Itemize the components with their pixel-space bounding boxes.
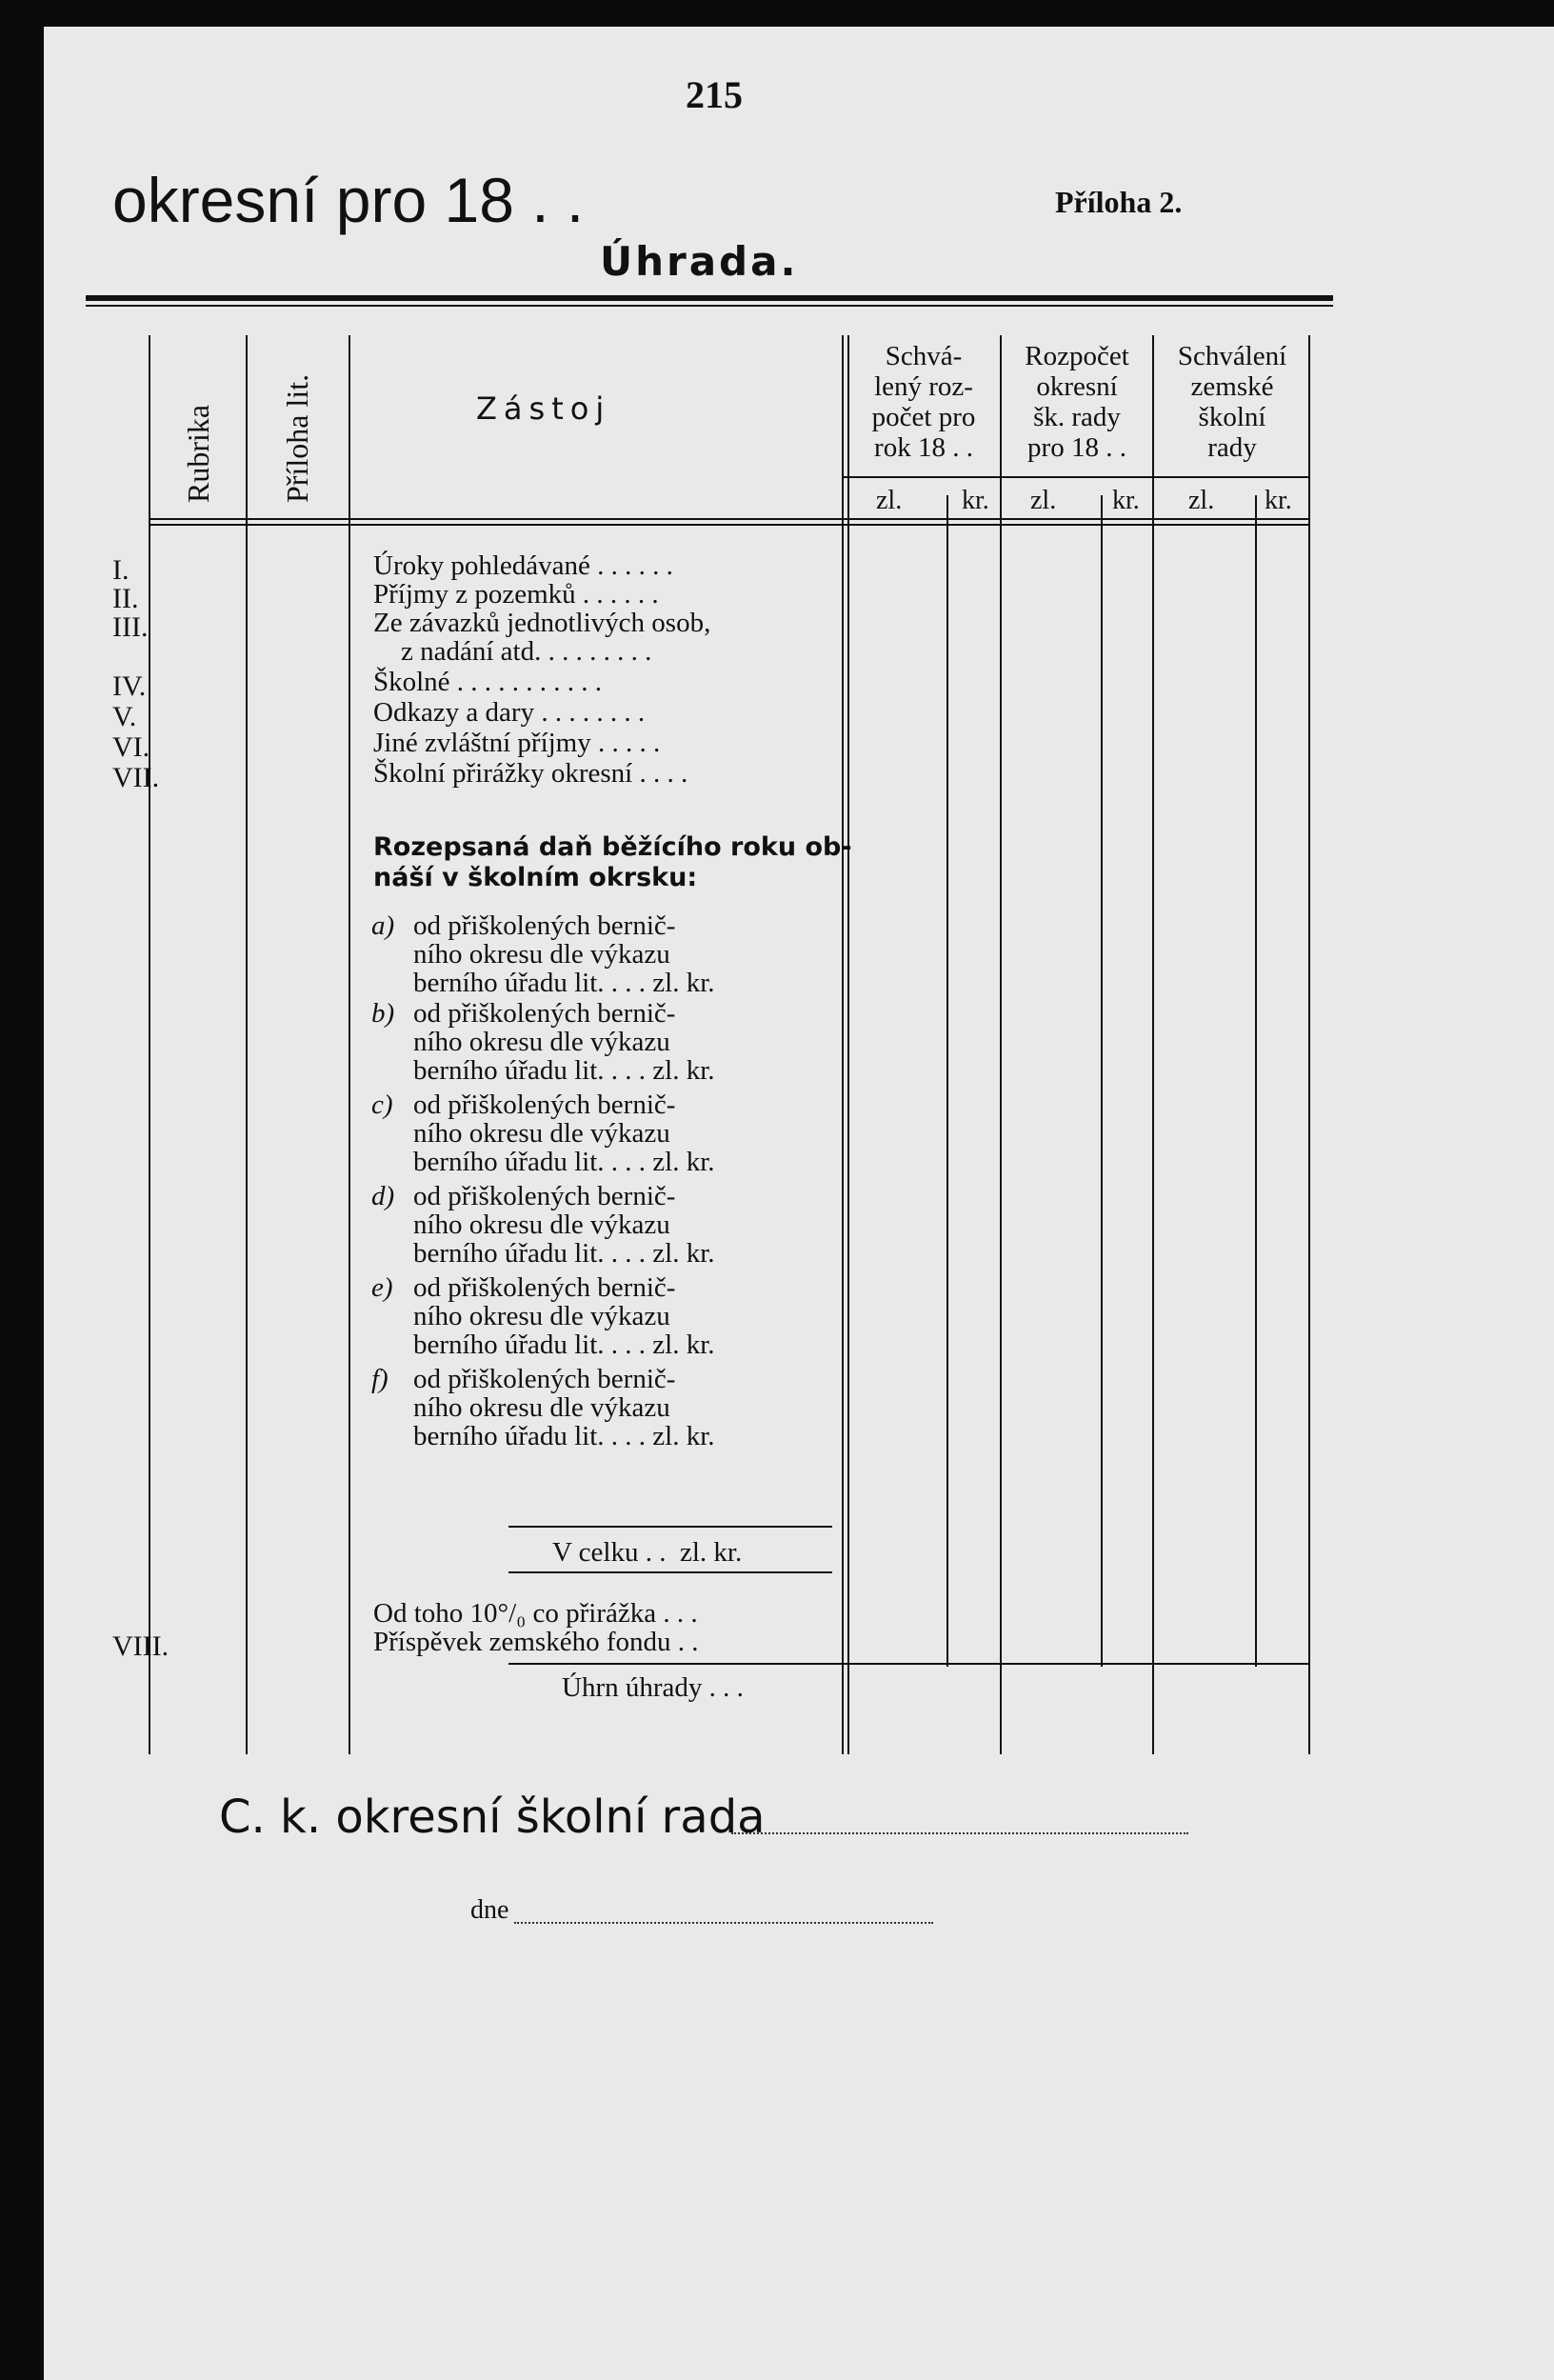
document-page: [44, 27, 1554, 2380]
col-line: [842, 335, 844, 1754]
signature-line: [731, 1832, 1188, 1834]
tax-item-line: od přiškolených bernič-: [413, 1364, 676, 1394]
tax-item-line: od přiškolených bernič-: [413, 910, 676, 941]
row-text: Ze závazků jednotlivých osob,: [373, 608, 711, 638]
tax-item-label: a): [371, 910, 395, 941]
tax-item-line: od přiškolených bernič-: [413, 1272, 676, 1303]
row-text: Příjmy z pozemků . . . . . .: [373, 579, 659, 610]
row-number: VI.: [112, 731, 150, 763]
header-kr: kr.: [1112, 486, 1140, 515]
od-toho: Od toho 10°/₀ co přirážka . . .: [373, 1598, 698, 1629]
header-kr: kr.: [962, 486, 989, 515]
tax-item-label: e): [371, 1272, 393, 1303]
header-schvaleny: Schvá- lený roz- počet pro rok 18 . .: [871, 341, 976, 463]
header-title-left: okresní pro 18 . .: [112, 165, 585, 235]
header-divider: [842, 476, 1310, 478]
tax-item-line: berního úřadu lit. . . . zl. kr.: [413, 1421, 715, 1451]
v-celku: V celku . . zl. kr.: [552, 1537, 743, 1568]
col-line: [246, 335, 248, 1754]
footer-date-label: dne: [470, 1895, 509, 1925]
tax-item-line: od přiškolených bernič-: [413, 1181, 676, 1211]
col-line: [1308, 335, 1310, 1754]
header-bottom-line: [149, 518, 1310, 520]
row-number: II.: [112, 583, 139, 614]
row-text: Odkazy a dary . . . . . . . .: [373, 697, 646, 728]
col-line: [1101, 495, 1103, 1667]
header-rozpocet: Rozpočet okresní šk. rady pro 18 . .: [1025, 341, 1129, 463]
header-bottom-line: [149, 524, 1310, 526]
col-line: [1152, 335, 1154, 1754]
header-zl: zl.: [876, 486, 903, 515]
col-line: [149, 335, 150, 1754]
header-priloha: Příloha lit.: [280, 373, 314, 503]
row-text: Úroky pohledávané . . . . . .: [373, 550, 673, 581]
row-text: Příspěvek zemského fondu . .: [373, 1627, 699, 1657]
header-zl: zl.: [1188, 486, 1215, 515]
uhrn-uhrady: Úhrn úhrady . . .: [562, 1672, 744, 1703]
row-text: Jiné zvláštní příjmy . . . . .: [373, 728, 661, 758]
top-rule: [86, 295, 1333, 301]
tax-item-line: ního okresu dle výkazu: [413, 1301, 670, 1331]
tax-item-line: ního okresu dle výkazu: [413, 1118, 670, 1149]
row-number: I.: [112, 554, 130, 586]
header-rubrika: Rubrika: [181, 404, 215, 503]
row-text: Školné . . . . . . . . . . .: [373, 667, 603, 697]
total-rule: [508, 1571, 832, 1573]
col-line: [946, 495, 948, 1667]
col-line: [847, 335, 849, 1754]
tax-heading: náší v školním okrsku:: [373, 863, 698, 892]
tax-heading: Rozepsaná daň běžícího roku ob-: [373, 832, 852, 862]
tax-item-line: ního okresu dle výkazu: [413, 1392, 670, 1423]
tax-item-line: ního okresu dle výkazu: [413, 1210, 670, 1240]
tax-item-line: od přiškolených bernič-: [413, 998, 676, 1029]
row-number: IV.: [112, 670, 147, 702]
tax-item-line: berního úřadu lit. . . . zl. kr.: [413, 1147, 715, 1177]
tax-item-label: b): [371, 998, 395, 1029]
tax-item-line: berního úřadu lit. . . . zl. kr.: [413, 1055, 715, 1086]
total-rule: [508, 1663, 1310, 1665]
tax-item-line: od přiškolených bernič-: [413, 1090, 676, 1120]
header-schvaleni: Schválení zemské školní rady: [1177, 341, 1287, 463]
tax-item-line: ního okresu dle výkazu: [413, 939, 670, 970]
row-number: III.: [112, 611, 149, 643]
page-number: 215: [686, 73, 743, 116]
tax-item-line: berního úřadu lit. . . . zl. kr.: [413, 968, 715, 998]
row-number: V.: [112, 701, 137, 732]
header-zastoj: Zástoj: [476, 390, 611, 427]
tax-item-line: berního úřadu lit. . . . zl. kr.: [413, 1238, 715, 1269]
header-zl: zl.: [1030, 486, 1057, 515]
tax-item-label: f): [371, 1364, 388, 1394]
row-text: Školní přirážky okresní . . . .: [373, 758, 688, 789]
top-rule-thin: [86, 305, 1333, 307]
footer-signature-title: C. k. okresní školní rada: [219, 1790, 766, 1844]
col-line: [1255, 495, 1257, 1667]
tax-item-line: ního okresu dle výkazu: [413, 1027, 670, 1057]
date-line: [514, 1922, 933, 1924]
tax-item-line: berního úřadu lit. . . . zl. kr.: [413, 1330, 715, 1360]
tax-item-label: d): [371, 1181, 395, 1211]
col-line: [1000, 335, 1002, 1754]
row-number: VIII.: [112, 1630, 169, 1662]
header-attachment-label: Příloha 2.: [1055, 185, 1183, 219]
section-title: Úhrada.: [600, 238, 799, 285]
total-rule: [508, 1526, 832, 1528]
tax-item-label: c): [371, 1090, 393, 1120]
header-kr: kr.: [1265, 486, 1292, 515]
row-number: VII.: [112, 762, 160, 793]
col-line: [349, 335, 350, 1754]
row-text: z nadání atd. . . . . . . . .: [373, 636, 652, 667]
